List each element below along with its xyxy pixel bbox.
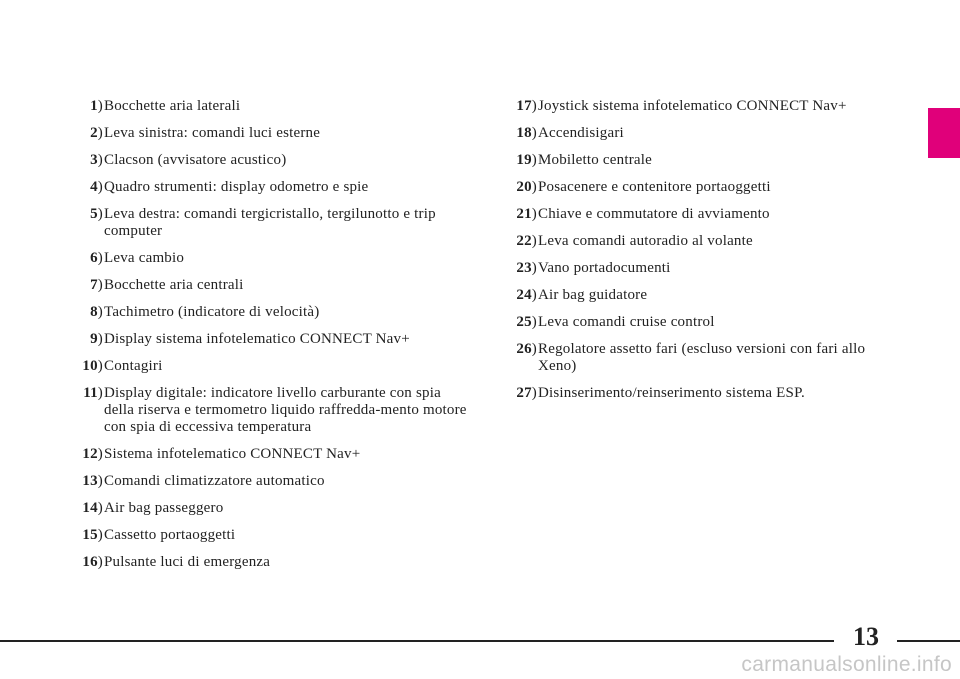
- item-text: Posacenere e contenitore portaoggetti: [538, 179, 771, 195]
- item-text: Clacson (avvisatore acustico): [104, 152, 287, 168]
- legend-item: 5) Leva destra: comandi tergicristallo, tergilunotto e trip computer: [64, 206, 472, 240]
- item-text: Air bag passeggero: [104, 500, 224, 516]
- legend-item: 13) Comandi climatizzatore automatico: [64, 473, 472, 490]
- legend-item: 1) Bocchette aria laterali: [64, 98, 472, 115]
- legend-item: 7) Bocchette aria centrali: [64, 277, 472, 294]
- item-text: Regolatore assetto fari (escluso versioni con fari allo Xeno): [538, 341, 866, 374]
- legend-item: 16) Pulsante luci di emergenza: [64, 554, 472, 571]
- item-number: 27: [516, 385, 532, 401]
- item-number: 9: [90, 331, 98, 347]
- legend-item: 11) Display digitale: indicatore livello carburante con spia della riserva e termometro liquido raffredda-mento motore con spia di eccessiva temperatura: [64, 385, 472, 436]
- legend-item: 19) Mobiletto centrale: [498, 152, 900, 169]
- item-text: Vano portadocumenti: [538, 260, 671, 276]
- item-text: Accendisigari: [538, 125, 624, 141]
- legend-list-right: [498, 98, 900, 412]
- item-text: Pulsante luci di emergenza: [104, 554, 271, 570]
- item-number: 5: [90, 206, 98, 222]
- legend-item: 27) Disinserimento/reinserimento sistema ESP.: [498, 385, 900, 402]
- item-text: Tachimetro (indicatore di velocità): [104, 304, 320, 320]
- item-number: 21: [516, 206, 532, 222]
- legend-item: 9) Display sistema infotelematico CONNECT Nav+: [64, 331, 472, 348]
- item-text: Air bag guidatore: [538, 287, 648, 303]
- item-number: 25: [516, 314, 532, 330]
- item-number: 17: [516, 98, 532, 114]
- item-number: 8: [90, 304, 98, 320]
- item-text: Mobiletto centrale: [538, 152, 652, 168]
- item-number: 10: [82, 358, 98, 374]
- footer-rule-right: [897, 640, 960, 642]
- item-number: 12: [82, 446, 98, 462]
- legend-item: 18) Accendisigari: [498, 125, 900, 142]
- legend-item: 21) Chiave e commutatore di avviamento: [498, 206, 900, 223]
- legend-item: 3) Clacson (avvisatore acustico): [64, 152, 472, 169]
- item-text: Leva comandi autoradio al volante: [538, 233, 753, 249]
- legend-item: 20) Posacenere e contenitore portaoggetti: [498, 179, 900, 196]
- item-number: 16: [82, 554, 98, 570]
- item-text: Leva cambio: [104, 250, 185, 266]
- item-text: Leva destra: comandi tergicristallo, tergilunotto e trip computer: [104, 206, 436, 239]
- item-number: 24: [516, 287, 532, 303]
- item-number: 11: [83, 385, 98, 401]
- legend-item: 24) Air bag guidatore: [498, 287, 900, 304]
- item-text: Quadro strumenti: display odometro e spie: [104, 179, 369, 195]
- item-number: 15: [82, 527, 98, 543]
- item-text: Chiave e commutatore di avviamento: [538, 206, 770, 222]
- watermark-text: carmanualsonline.info: [741, 653, 952, 676]
- item-text: Leva comandi cruise control: [538, 314, 715, 330]
- item-number: 14: [82, 500, 98, 516]
- item-number: 1: [90, 98, 98, 114]
- legend-item: 26) Regolatore assetto fari (escluso versioni con fari allo Xeno): [498, 341, 900, 375]
- item-text: Joystick sistema infotelematico CONNECT Nav+: [538, 98, 847, 114]
- item-text: Cassetto portaoggetti: [104, 527, 236, 543]
- item-number: 4: [90, 179, 98, 195]
- item-number: 19: [516, 152, 532, 168]
- item-number: 13: [82, 473, 98, 489]
- legend-list-left: [64, 98, 472, 581]
- item-text: Comandi climatizzatore automatico: [104, 473, 325, 489]
- item-number: 26: [516, 341, 532, 357]
- item-number: 6: [90, 250, 98, 266]
- item-number: 3: [90, 152, 98, 168]
- item-text: Display sistema infotelematico CONNECT Nav+: [104, 331, 410, 347]
- legend-item: 25) Leva comandi cruise control: [498, 314, 900, 331]
- legend-item: 17) Joystick sistema infotelematico CONNECT Nav+: [498, 98, 900, 115]
- page-number: 13: [853, 622, 879, 651]
- item-number: 22: [516, 233, 532, 249]
- legend-item: 12) Sistema infotelematico CONNECT Nav+: [64, 446, 472, 463]
- legend-item: 10) Contagiri: [64, 358, 472, 375]
- legend-item: 15) Cassetto portaoggetti: [64, 527, 472, 544]
- legend-item: 4) Quadro strumenti: display odometro e spie: [64, 179, 472, 196]
- legend-item: 22) Leva comandi autoradio al volante: [498, 233, 900, 250]
- item-text: Disinserimento/reinserimento sistema ESP.: [538, 385, 805, 401]
- item-number: 2: [90, 125, 98, 141]
- item-text: Sistema infotelematico CONNECT Nav+: [104, 446, 361, 462]
- item-text: Leva sinistra: comandi luci esterne: [104, 125, 321, 141]
- legend-item: 14) Air bag passeggero: [64, 500, 472, 517]
- item-text: Contagiri: [104, 358, 163, 374]
- legend-item: 8) Tachimetro (indicatore di velocità): [64, 304, 472, 321]
- item-text: Bocchette aria centrali: [104, 277, 244, 293]
- legend-item: 6) Leva cambio: [64, 250, 472, 267]
- item-text: Display digitale: indicatore livello carburante con spia della riserva e termometro liquido raffredda-mento motore con spia di eccessiva temperatura: [104, 385, 467, 435]
- item-number: 7: [90, 277, 98, 293]
- legend-item: 23) Vano portadocumenti: [498, 260, 900, 277]
- section-tab-marker: [928, 108, 960, 158]
- footer-rule-left: [0, 640, 834, 642]
- legend-item: 2) Leva sinistra: comandi luci esterne: [64, 125, 472, 142]
- item-text: Bocchette aria laterali: [104, 98, 241, 114]
- item-number: 23: [516, 260, 532, 276]
- item-number: 18: [516, 125, 532, 141]
- item-number: 20: [516, 179, 532, 195]
